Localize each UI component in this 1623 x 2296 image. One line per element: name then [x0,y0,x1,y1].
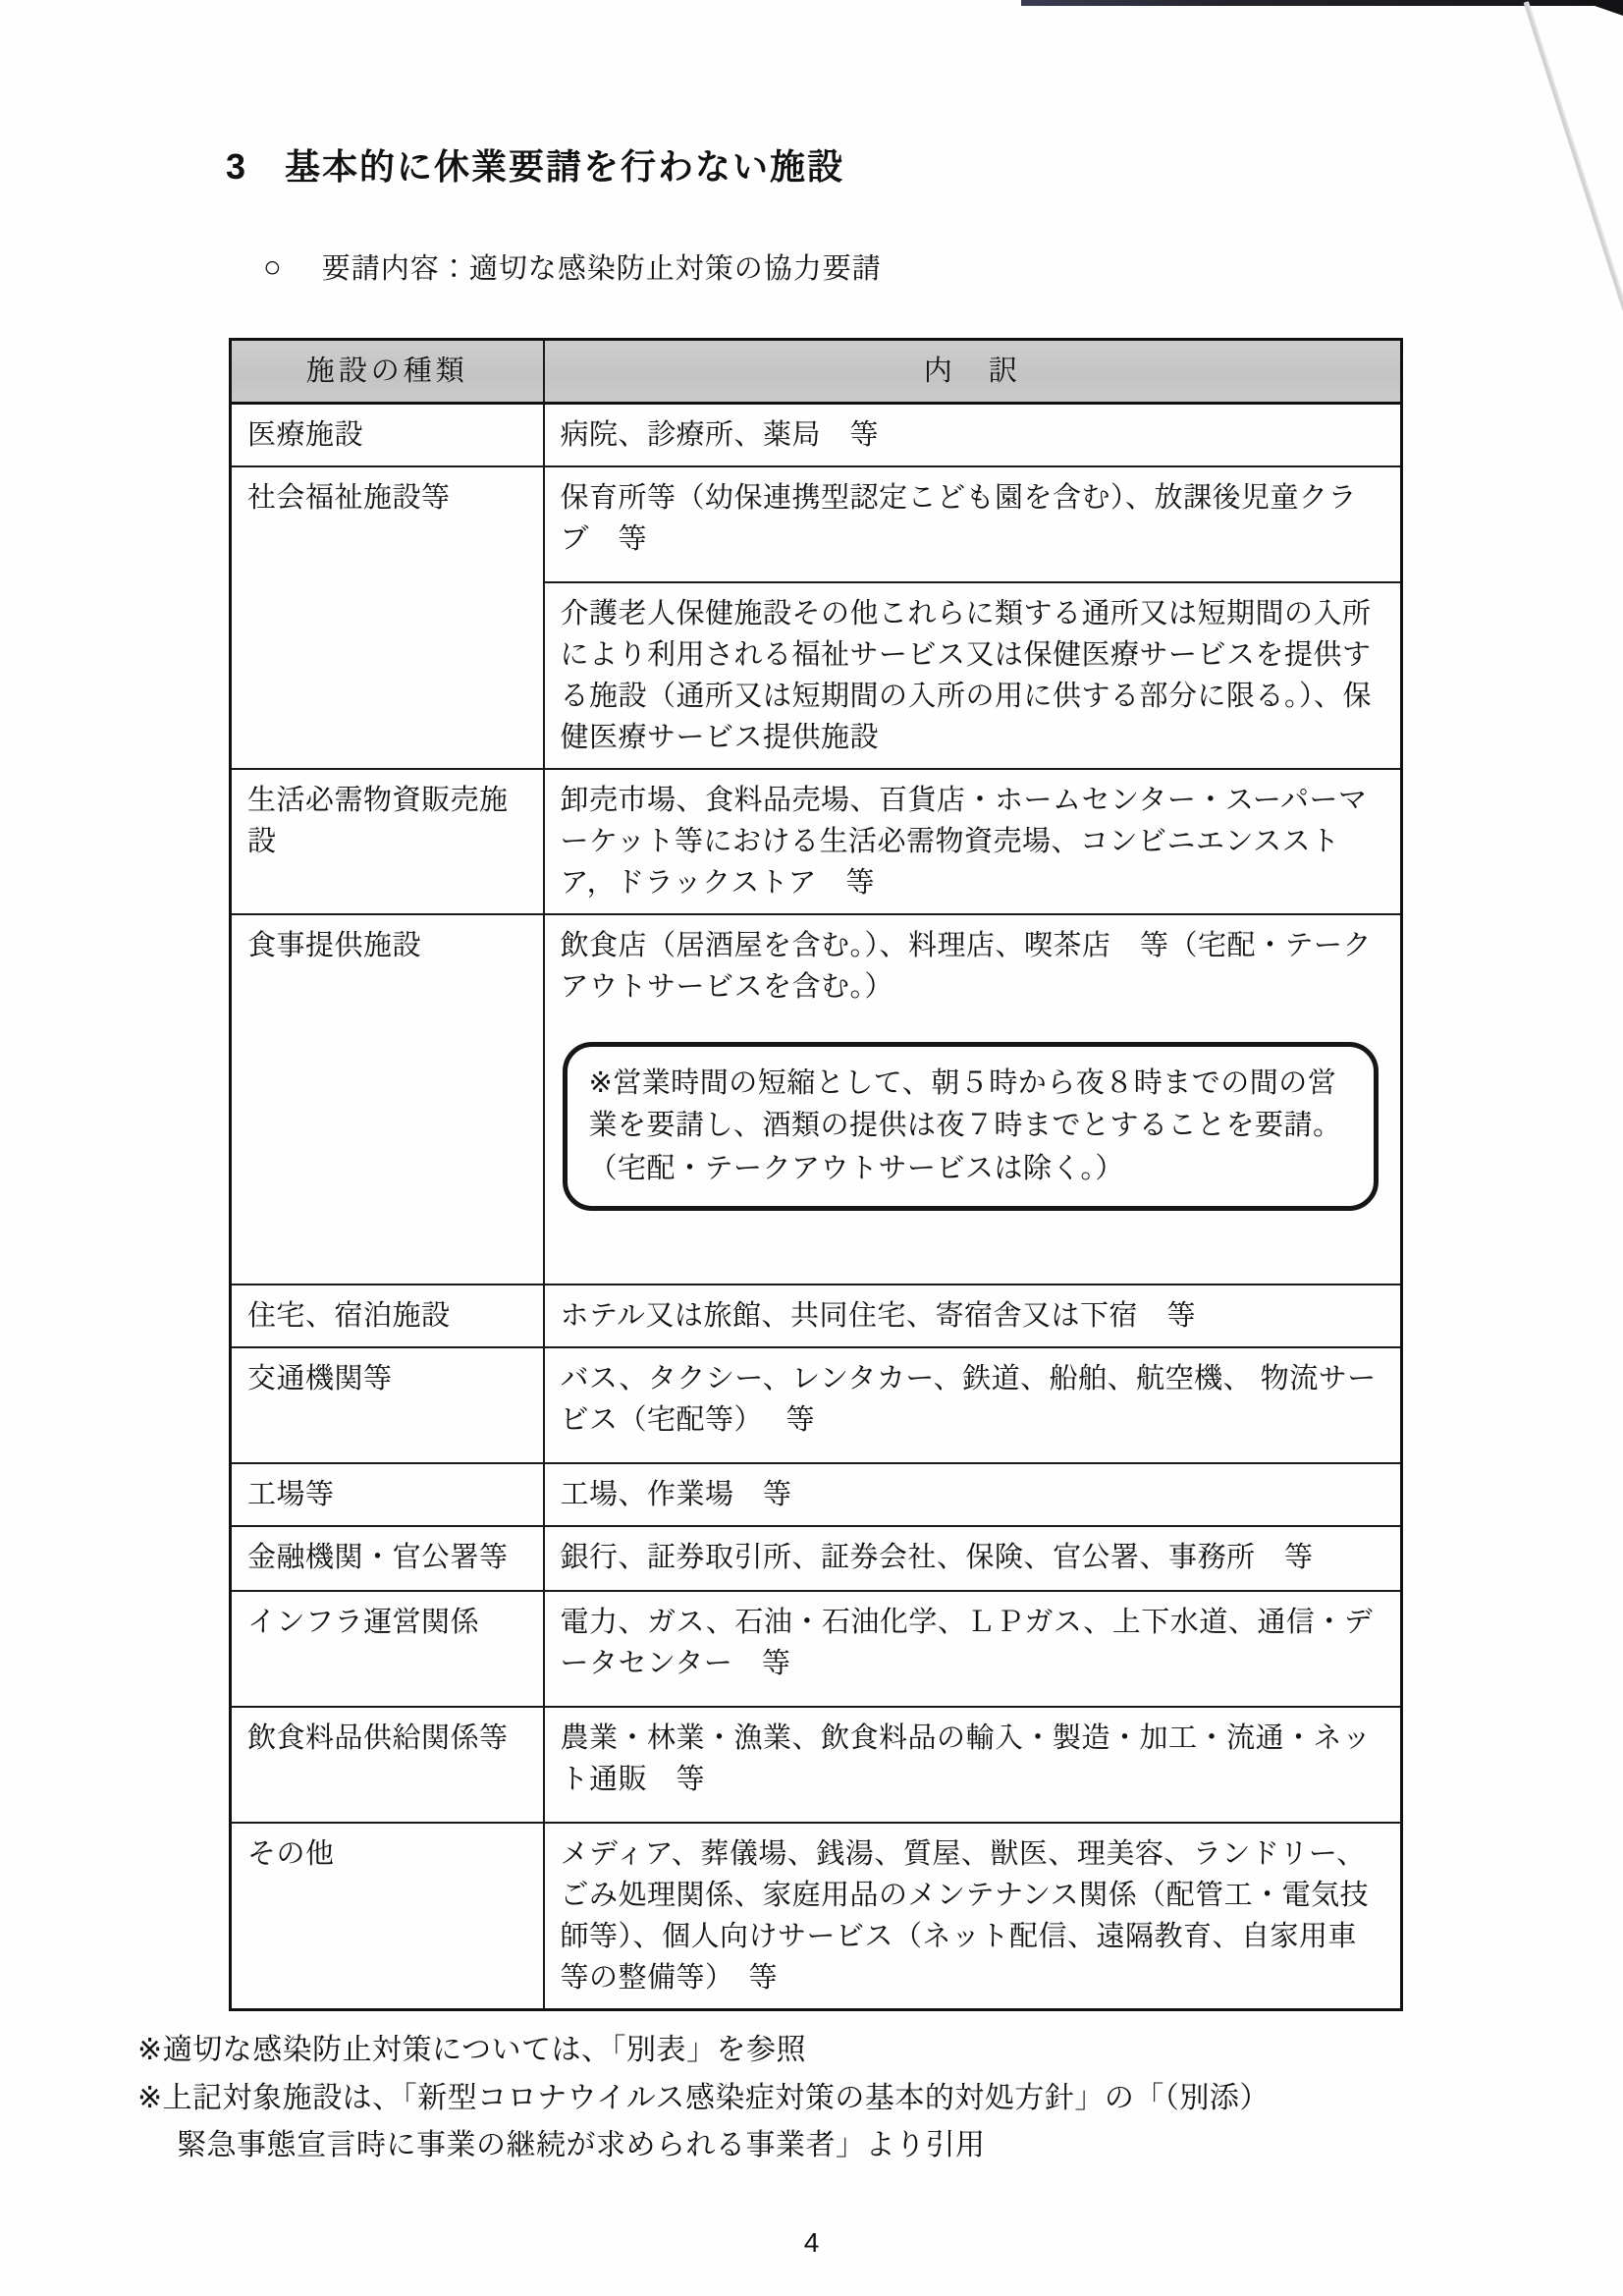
category-cell: 住宅、宿泊施設 [231,1285,544,1347]
footer-notes [137,2027,1623,2170]
section-number: 3 [226,146,248,187]
detail-cell: 介護老人保健施設その他これらに類する通所又は短期間の入所により利用される福祉サービス又は保健医療サービスを提供する施設（通所又は短期間の入所の用に供する部分に限る。）、保健医療サービス提供施設 [544,582,1402,769]
table-row [231,1591,1402,1707]
detail-cell: ホテル又は旅館、共同住宅、寄宿舎又は下宿 等 [544,1285,1402,1347]
scan-edge-artifact [1021,0,1623,6]
category-cell: 社会福祉施設等 [231,466,544,769]
table-row [231,769,1402,914]
category-cell: 交通機関等 [231,1347,544,1463]
detail-cell: 卸売市場、食料品売場、百貨店・ホームセンター・スーパーマーケット等における生活必需物資売場、コンビニエンスストア，ドラックストア 等 [544,769,1402,914]
facility-table [229,338,1403,2011]
section-title: 基本的に休業要請を行わない施設 [285,146,845,187]
detail-cell: 銀行、証券取引所、証券会社、保険、官公署、事務所 等 [544,1526,1402,1591]
category-cell: 生活必需物資販売施設 [231,769,544,914]
request-line [263,246,1623,287]
category-cell: 金融機関・官公署等 [231,1526,544,1591]
note-reference-table: ※適切な感染防止対策については、「別表」を参照 [137,2034,807,2067]
detail-cell: メディア、葬儀場、銭湯、質屋、獣医、理美容、ランドリー、ごみ処理関係、家庭用品のメンテナンス関係（配管工・電気技師等）、個人向けサービス（ネット配信、遠隔教育、自家用車等の整備等） 等 [544,1823,1402,2010]
note-source-citation: ※上記対象施設は、「新型コロナウイルス感染症対策の基本的対処方針」の「（別添） [137,2081,1270,2114]
detail-cell: 工場、作業場 等 [544,1463,1402,1526]
table-row [231,1823,1402,2010]
table-row [231,466,1402,582]
table-row [231,1285,1402,1347]
detail-cell: 病院、診療所、薬局 等 [544,404,1402,467]
detail-text: 飲食店（居酒屋を含む。）、料理店、喫茶店 等（宅配・テークアウトサービスを含む。） [560,930,1373,1004]
scan-fold-line-artifact [0,0,1623,393]
business-hours-note-box: ※営業時間の短縮として、朝５時から夜８時までの間の営業を要請し、酒類の提供は夜７時までとすることを要請。（宅配・テークアウトサービスは除く。） [563,1042,1380,1212]
note-source-citation-continued: 緊急事態宣言時に事業の継続が求められる事業者」より引用 [177,2129,986,2162]
detail-cell: バス、タクシー、レンタカー、鉄道、船舶、航空機、 物流サービス（宅配等） 等 [544,1347,1402,1463]
scan-corner-artifact [1578,0,1623,16]
table-row [231,1707,1402,1823]
category-cell: 医療施設 [231,404,544,467]
detail-cell: 農業・林業・漁業、飲食料品の輸入・製造・加工・流通・ネット通販 等 [544,1707,1402,1823]
table-row [231,1463,1402,1526]
category-cell: その他 [231,1823,544,2010]
detail-cell: 電力、ガス、石油・石油化学、ＬＰガス、上下水道、通信・データセンター 等 [544,1591,1402,1707]
table-row [231,914,1402,1285]
request-text: 要請内容：適切な感染防止対策の協力要請 [321,253,882,285]
detail-cell: 保育所等（幼保連携型認定こども園を含む）、放課後児童クラブ 等 [544,466,1402,582]
section-heading [226,139,1623,190]
circle-bullet-icon: ○ [263,249,283,284]
table-row [231,1526,1402,1591]
header-facility-type: 施設の種類 [231,340,544,404]
table-header-row [231,340,1402,404]
category-cell: 食事提供施設 [231,914,544,1285]
table-row [231,404,1402,467]
category-cell: 工場等 [231,1463,544,1526]
category-cell: 飲食料品供給関係等 [231,1707,544,1823]
header-breakdown: 内 訳 [544,340,1402,404]
detail-cell [544,914,1402,1285]
page-number: 4 [803,2227,820,2259]
category-cell: インフラ運営関係 [231,1591,544,1707]
table-row [231,1347,1402,1463]
